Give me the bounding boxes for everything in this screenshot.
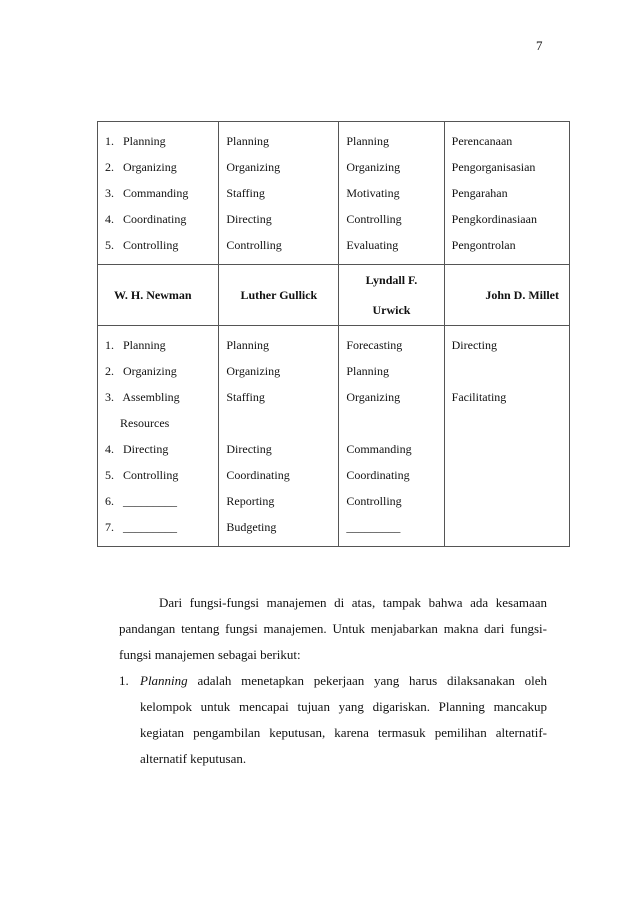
list-item — [452, 462, 565, 488]
list-item: Resources — [120, 416, 170, 430]
list-item: Perencanaan — [451, 134, 513, 148]
list-item: Pengarahan — [451, 186, 508, 200]
list-item: Commanding — [346, 442, 412, 456]
koontz-cell — [219, 122, 339, 265]
list-line: alternatif keputusan. — [140, 751, 247, 766]
list-item: Budgeting — [226, 520, 277, 534]
list-item: 5. Controlling — [105, 238, 179, 252]
body-paragraph — [119, 590, 547, 668]
list-item: 3. Assembling — [105, 390, 180, 404]
paragraph-line: pandangan tentang fungsi manajemen. Untuk menjabarkan makna dari fungsi- — [119, 621, 547, 636]
list-item: Coordinating — [346, 468, 410, 482]
list-item: Organizing — [226, 364, 281, 378]
list-item: 2. Organizing — [105, 160, 177, 174]
list-item: Forecasting — [346, 338, 403, 352]
list-item — [226, 410, 334, 436]
list-line: kegiatan pengambilan keputusan, karena termasuk pemilihan alternatif- — [140, 725, 547, 740]
list-item: _________ — [346, 520, 401, 534]
list-line: Planning adalah menetapkan pekerjaan yang harus dilaksanakan oleh — [140, 673, 547, 688]
numbered-list — [119, 668, 547, 772]
list-item: Organizing — [346, 160, 401, 174]
list-item: Pengorganisasian — [451, 160, 536, 174]
list-item — [452, 488, 565, 514]
list-item: Organizing — [346, 390, 401, 404]
list-item: 1. Planning — [105, 338, 166, 352]
header-millet: John D. Millet — [444, 265, 569, 326]
indonesian-cell — [444, 122, 569, 265]
paragraph-line: Dari fungsi-fungsi manajemen di atas, tampak bahwa ada kesamaan — [159, 595, 547, 610]
list-item: Planning — [346, 364, 389, 378]
list-item: 4. Coordinating — [105, 212, 187, 226]
list-item: Staffing — [226, 186, 265, 200]
list-item: Facilitating — [451, 390, 507, 404]
list-item: Planning — [226, 338, 270, 352]
list-item — [452, 410, 565, 436]
list-item: 3. Commanding — [105, 186, 189, 200]
list-item: Pengkordinasiaan — [451, 212, 537, 226]
list-item: Controlling — [226, 238, 282, 252]
list-item: Controlling — [346, 212, 402, 226]
list-item: Organizing — [226, 160, 281, 174]
gullick-cell — [219, 326, 339, 547]
header-urwick: Lyndall F. Urwick — [339, 265, 444, 326]
list-item: Directing — [451, 338, 497, 352]
list-item — [452, 514, 565, 540]
list-item: Planning — [346, 134, 389, 148]
list-item: 2. Organizing — [105, 364, 177, 378]
paragraph-line: fungsi manajemen sebagai berikut: — [119, 647, 301, 662]
list-item: Pengontrolan — [451, 238, 516, 252]
list-item: 4. Directing — [105, 442, 169, 456]
header-row — [98, 265, 570, 326]
list-item: 1. Planning — [105, 134, 166, 148]
list-item — [452, 436, 565, 462]
page-number: 7 — [536, 38, 543, 53]
table-row — [98, 122, 570, 265]
list-item — [119, 668, 547, 772]
list-item: Directing — [226, 212, 272, 226]
list-item — [346, 410, 439, 436]
management-functions-table — [97, 121, 570, 547]
list-item: Reporting — [226, 494, 275, 508]
list-number: 1. — [119, 673, 129, 688]
list-item: Planning — [226, 134, 270, 148]
millet-cell — [444, 326, 569, 547]
fayol-cell — [98, 122, 219, 265]
list-item: Motivating — [346, 186, 400, 200]
list-line: kelompok untuk mencapai tujuan yang digariskan. Planning mancakup — [140, 699, 547, 714]
header-gullick: Luther Gullick — [219, 265, 339, 326]
list-item: Coordinating — [226, 468, 290, 482]
list-item: 7. _________ — [105, 520, 177, 534]
third-author-cell — [339, 122, 444, 265]
header-newman: W. H. Newman — [98, 265, 219, 326]
list-item: Directing — [226, 442, 272, 456]
newman-cell — [98, 326, 219, 547]
list-item: Staffing — [226, 390, 265, 404]
list-item: Controlling — [346, 494, 402, 508]
list-item: 5. Controlling — [105, 468, 179, 482]
list-item — [452, 358, 565, 384]
table-row — [98, 326, 570, 547]
list-term: Planning — [140, 673, 188, 688]
list-item: Evaluating — [346, 238, 399, 252]
urwick-cell — [339, 326, 444, 547]
list-item: 6. _________ — [105, 494, 177, 508]
